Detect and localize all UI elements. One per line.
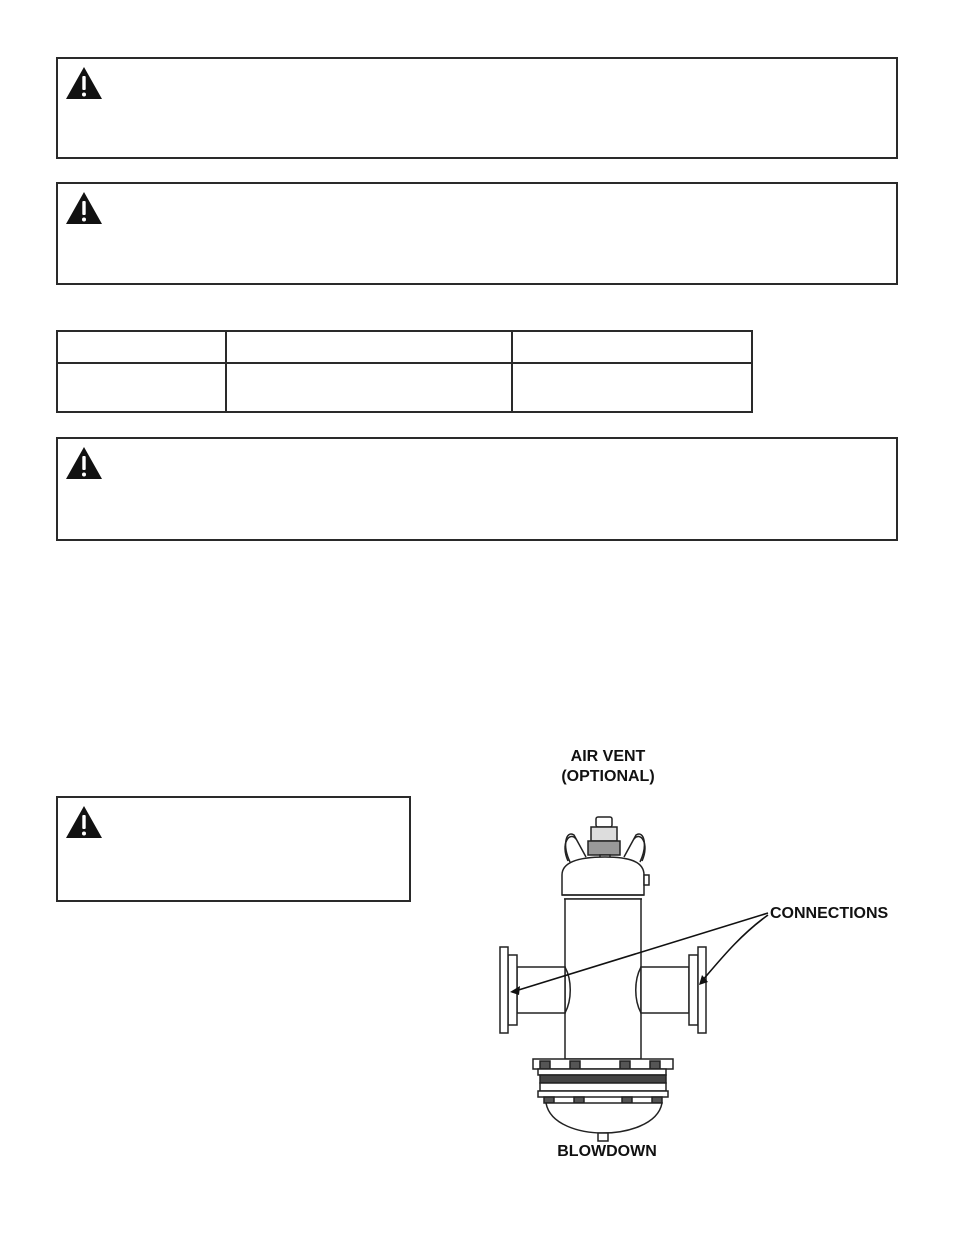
right-flange-plate <box>698 947 706 1033</box>
vessel-shell <box>565 899 641 1059</box>
table-cell <box>57 363 226 412</box>
connections-label: CONNECTIONS <box>770 905 889 922</box>
table-cell <box>512 363 752 412</box>
warning-triangle-icon <box>64 65 104 101</box>
left-flange-plate <box>500 947 508 1033</box>
separator-drawing <box>500 817 706 1141</box>
air-vent-label: AIR VENT <box>570 748 646 765</box>
blowdown-label: BLOWDOWN <box>557 1143 657 1160</box>
table-header-cell <box>226 331 512 363</box>
air-vent-base <box>588 841 620 855</box>
warning-triangle-icon <box>64 190 104 226</box>
bottom-head <box>546 1103 662 1133</box>
side-port <box>644 875 649 885</box>
table-header-cell <box>512 331 752 363</box>
warning-box-2 <box>56 182 898 285</box>
spec-table <box>56 330 753 413</box>
warning-triangle-icon <box>64 804 104 840</box>
table-header-row <box>57 331 752 363</box>
table-cell <box>226 363 512 412</box>
warning-triangle-icon <box>64 445 104 481</box>
air-vent-optional-label: (OPTIONAL) <box>561 768 655 785</box>
left-nozzle <box>517 967 565 1013</box>
top-head <box>562 857 644 895</box>
right-flange <box>689 955 698 1025</box>
warning-box-4 <box>56 796 411 902</box>
warning-box-1 <box>56 57 898 159</box>
air-vent-body <box>591 827 617 841</box>
blowdown-stub <box>598 1133 608 1141</box>
separator-diagram <box>470 735 930 1175</box>
air-vent-cap <box>596 817 612 827</box>
warning-box-3 <box>56 437 898 541</box>
table-header-cell <box>57 331 226 363</box>
right-nozzle <box>641 967 689 1013</box>
gasket <box>540 1075 666 1083</box>
table-row <box>57 363 752 412</box>
